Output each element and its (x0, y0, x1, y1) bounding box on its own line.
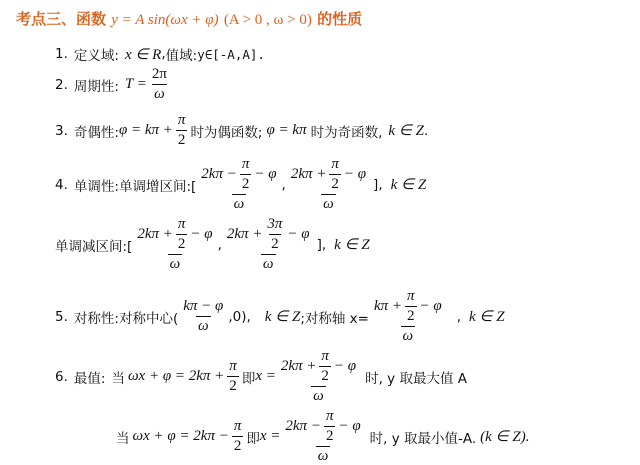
fraction-denominator: ω (313, 388, 324, 404)
max-condition-expr: ωx + φ = 2kπ + (127, 368, 225, 384)
period-fraction (150, 66, 169, 103)
ji-text: 即 (241, 370, 256, 387)
numerator-post: − φ (254, 166, 277, 182)
pi-over-two (324, 408, 336, 445)
fraction-denominator: ω (197, 318, 209, 334)
pi-over-two (232, 418, 244, 455)
x-eq: x = (259, 428, 281, 444)
pi-over-two (405, 288, 417, 325)
item-monotone-increasing (55, 156, 426, 213)
domain-label: 定义域: (73, 48, 119, 64)
title-prefix: 考点三、函数 (16, 10, 107, 28)
item-number: 1. (55, 46, 68, 62)
fraction-numerator (283, 408, 362, 446)
pi: π (321, 348, 329, 364)
pi: π (233, 418, 242, 434)
item-number: 6. (55, 368, 68, 385)
increasing-label: 单调增区间:[ (118, 178, 197, 195)
item-symmetry (55, 288, 505, 345)
fraction-numerator (289, 156, 368, 194)
max-text: 时, y 取最大值 A (365, 370, 467, 387)
when-text: 当 (116, 430, 130, 447)
close-bracket: ], (316, 236, 327, 253)
item-period (55, 66, 172, 103)
fraction-numerator (372, 288, 444, 326)
fraction-denominator: ω (402, 328, 414, 344)
two: 2 (407, 308, 415, 324)
even-text: 时为偶函数; (190, 124, 263, 141)
numerator-pre: 2kπ + (226, 226, 263, 242)
pi-over-two (240, 156, 252, 193)
comma: , (217, 236, 222, 253)
fraction-denominator: 2 (177, 132, 186, 148)
pi: π (177, 216, 186, 232)
pi-over-two (329, 156, 341, 193)
kz-expr: k ∈ Z (264, 309, 301, 325)
fraction-numerator: π (177, 112, 186, 128)
parity-label: 奇偶性: (73, 124, 119, 141)
max-x-fraction (279, 348, 358, 405)
fraction-denominator: ω (262, 256, 274, 272)
numerator-post: − φ (333, 358, 357, 374)
when-text: 当 (111, 370, 125, 387)
numerator-pre: kπ + (373, 298, 403, 314)
two: 2 (321, 368, 329, 384)
extreme-label: 最值: (73, 370, 106, 387)
fraction-denominator: ω (233, 196, 245, 212)
min-condition-expr: ωx + φ = 2kπ − (132, 428, 229, 444)
ji-text: 即 (246, 430, 260, 447)
center-fraction (181, 298, 225, 335)
domain-expr: x ∈ R (124, 46, 162, 63)
three-pi-over-two (265, 216, 284, 253)
pi: π (407, 288, 415, 304)
pi: π (325, 408, 334, 424)
fraction-denominator: ω (317, 448, 329, 464)
item-number: 3. (55, 122, 68, 139)
fraction-denominator: ω (323, 196, 334, 212)
dec-left-fraction (135, 216, 214, 273)
two: 2 (325, 428, 334, 444)
fraction-numerator: 2π (151, 66, 167, 82)
title-condition: (A > 0 , ω > 0) (223, 12, 312, 28)
inc-left-fraction (199, 156, 278, 213)
fraction-numerator (225, 216, 312, 254)
fraction-numerator (135, 216, 214, 254)
numerator-pre: 2kπ − (201, 166, 237, 182)
item-parity (55, 112, 428, 149)
kz-expr: k ∈ Z (469, 309, 505, 325)
title-formula: y = A sin(ωx + φ) (111, 12, 219, 28)
item-extreme-max (55, 348, 467, 405)
item-extreme-min (116, 408, 529, 465)
kz-expr: k ∈ Z (390, 177, 427, 193)
odd-text: 时为奇函数, (310, 124, 383, 141)
decreasing-label: 单调减区间:[ (55, 238, 133, 255)
center-end: ,0), (228, 308, 251, 325)
numerator-post: − φ (338, 418, 361, 434)
period-lhs: T = (124, 76, 147, 92)
comma: , (281, 176, 286, 193)
pi-over-two (176, 216, 188, 253)
fraction-numerator: kπ − φ (183, 298, 224, 314)
fraction-denominator: ω (154, 86, 165, 102)
symmetry-label: 对称性:对称中心( (73, 310, 179, 327)
pi: π (241, 156, 250, 172)
pi: π (229, 358, 237, 374)
range-label: 值域: (165, 48, 198, 64)
close-bracket: ], (373, 176, 383, 193)
period-mark: . (423, 122, 429, 139)
fraction-numerator (279, 348, 358, 386)
period-label: 周期性: (73, 78, 119, 95)
pi-over-two (176, 112, 188, 149)
range-expr: y∈[-A,A]. (197, 46, 265, 62)
two: 2 (331, 176, 339, 192)
monotone-label: 单调性: (73, 178, 119, 195)
three-pi: 3π (267, 216, 283, 232)
axis-fraction (372, 288, 444, 345)
x-eq: x = (255, 368, 276, 384)
item-number: 4. (55, 176, 68, 193)
two: 2 (233, 438, 242, 454)
kz-expr: k ∈ Z (388, 123, 424, 139)
fraction-denominator: ω (169, 256, 181, 272)
item-number: 2. (55, 76, 68, 93)
min-text: 时, y 取最小值-A. (369, 430, 477, 447)
inc-right-fraction (289, 156, 368, 213)
pi-over-two (319, 348, 331, 385)
kz-expr: (k ∈ Z). (480, 429, 530, 445)
item-domain (55, 44, 265, 64)
numerator-pre: 2kπ + (280, 358, 317, 374)
title-suffix: 的性质 (317, 10, 363, 28)
separator: , (161, 46, 166, 62)
numerator-pre: 2kπ + (137, 226, 173, 242)
two: 2 (229, 378, 237, 394)
numerator-post: − φ (190, 226, 213, 242)
numerator-post: − φ (343, 166, 367, 182)
numerator-pre: 2kπ − (285, 418, 321, 434)
item-number: 5. (55, 308, 68, 325)
two: 2 (271, 236, 279, 252)
comma: , (456, 308, 462, 325)
numerator-pre: 2kπ + (290, 166, 327, 182)
numerator-post: − φ (419, 298, 442, 314)
dec-right-fraction (225, 216, 312, 273)
parity-odd-expr: φ = kπ (266, 122, 307, 138)
numerator-post: − φ (287, 226, 310, 242)
axis-label: ;对称轴 x= (300, 310, 369, 327)
two: 2 (241, 176, 250, 192)
two: 2 (177, 236, 186, 252)
pi: π (331, 156, 339, 172)
parity-even-expr: φ = kπ + (118, 122, 173, 138)
pi-over-two (227, 358, 239, 395)
fraction-numerator (199, 156, 278, 194)
item-monotone-decreasing (55, 216, 370, 273)
section-title (16, 8, 362, 29)
min-x-fraction (283, 408, 362, 465)
kz-expr: k ∈ Z (334, 237, 370, 253)
